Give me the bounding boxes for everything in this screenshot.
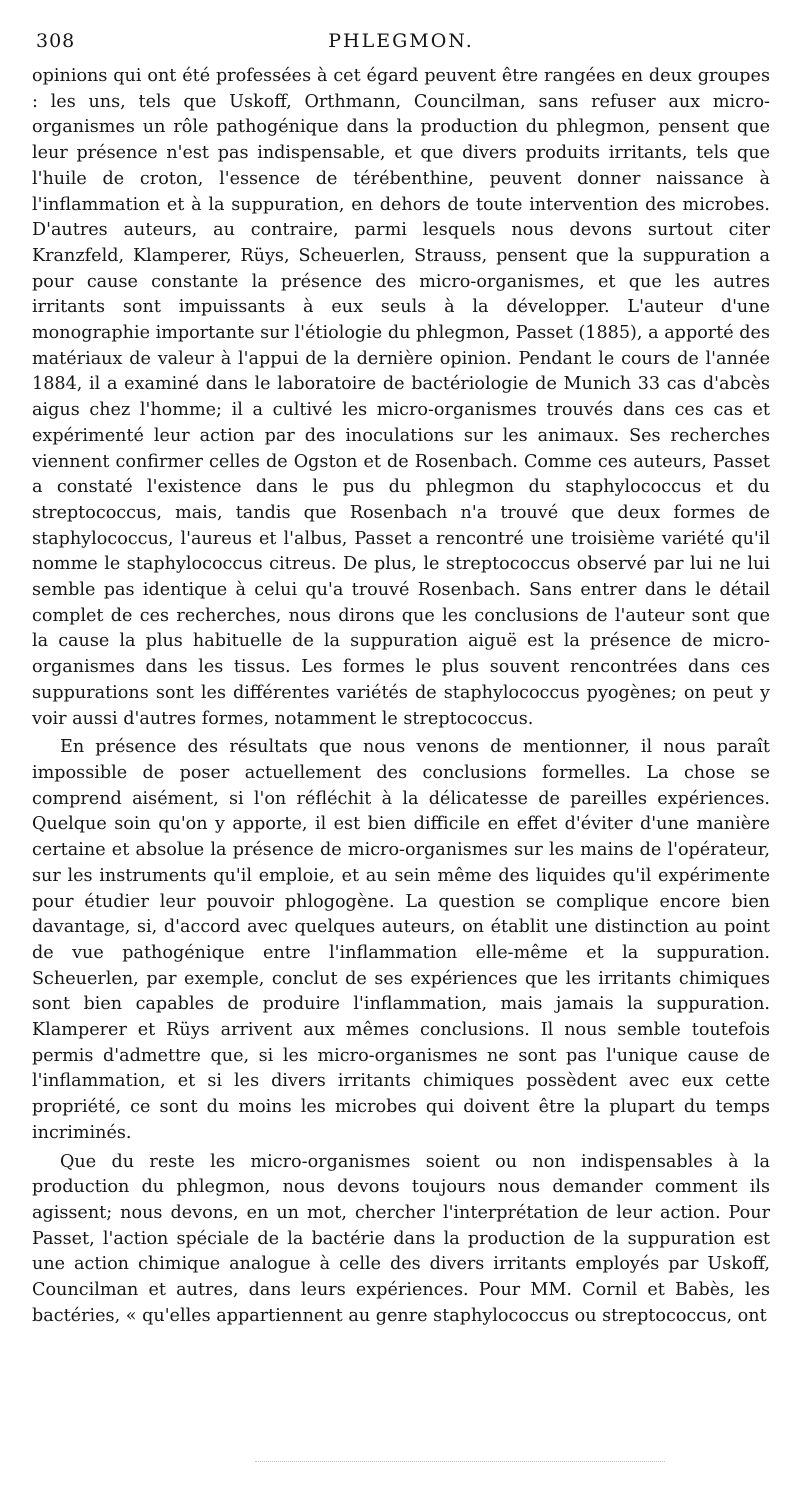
text-body xyxy=(32,64,770,1329)
running-head xyxy=(32,28,770,58)
scan-artifact-divider xyxy=(255,1461,665,1466)
book-page xyxy=(32,28,770,1329)
running-title: PHLEGMON. xyxy=(328,30,474,52)
paragraph: En présence des résultats que nous venons de mentionner, il nous paraît impossible de poser actuellement des conclusions formelles. La chose se comprend aisément, si l'on réfléchit à la délicatesse de pareilles expériences. Quelque soin qu'on y apporte, il est bien difficile en effet d'éviter d'une manière certaine et absolue la présence de micro-organismes sur les mains de l'opérateur, sur les instruments qu'il emploie, et au sein même des liquides qu'il expérimente pour étudier leur pouvoir phlogogène. La question se complique encore bien davantage, si, d'accord avec quelques auteurs, on établit une distinction au point de vue pathogénique entre l'inflammation elle-même et la suppuration. Scheuerlen, par exemple, conclut de ses expériences que les irritants chimiques sont bien capables de produire l'inflammation, mais jamais la suppuration. Klamperer et Rüys arrivent aux mêmes conclusions. Il nous semble toutefois permis d'admettre que, si les micro-organismes ne sont pas l'unique cause de l'inflammation, et si les divers irritants chimiques possèdent avec eux cette propriété, ce sont du moins les microbes qui doivent être la plupart du temps incriminés. xyxy=(32,737,770,1143)
paragraph: Que du reste les micro-organismes soient ou non indispensables à la production du phlegmon, nous devons toujours nous demander comment ils agissent; nous devons, en un mot, chercher l'interprétation de leur action. Pour Passet, l'action spéciale de la bactérie dans la production de la suppuration est une action chimique analogue à celle des divers irritants employés par Uskoff, Councilman et autres, dans leurs expériences. Pour MM. Cornil et Babès, les bactéries, « qu'elles appartiennent au genre staphylococcus ou streptococcus, ont xyxy=(32,1151,770,1326)
paragraph-continued: opinions qui ont été professées à cet égard peuvent être rangées en deux groupes : les uns, tels que Uskoff, Orthmann, Councilman, sans refuser aux micro-organismes un rôle pathogénique dans la production du phlegmon, pensent que leur présence n'est pas indispensable, et que divers produits irritants, tels que l'huile de croton, l'essence de térébenthine, peuvent donner naissance à l'inflammation et à la suppuration, en dehors de toute intervention des microbes. D'autres auteurs, au contraire, parmi lesquels nous devons surtout citer Kranzfeld, Klamperer, Rüys, Scheuerlen, Strauss, pensent que la suppuration a pour cause constante la présence des micro-organismes, et que les autres irritants sont impuissants à eux seuls à la développer. L'auteur d'une monographie importante sur l'étiologie du phlegmon, Passet (1885), a apporté des matériaux de valeur à l'appui de la dernière opinion. Pendant le cours de l'année 1884, il a examiné dans le laboratoire de bactériologie de Munich 33 cas d'abcès aigus chez l'homme; il a cultivé les micro-organismes trouvés dans ces cas et expérimenté leur action par des inoculations sur les animaux. Ses recherches viennent confirmer celles de Ogston et de Rosenbach. Comme ces auteurs, Passet a constaté l'existence dans le pus du phlegmon du staphylococcus et du streptococcus, mais, tandis que Rosenbach n'a trouvé que deux formes de staphylococcus, l'aureus et l'albus, Passet a rencontré une troisième variété qu'il nomme le staphylococcus citreus. De plus, le streptococcus observé par lui ne lui semble pas identique à celui qu'a trouvé Rosenbach. Sans entrer dans le détail complet de ces recherches, nous dirons que les conclusions de l'auteur sont que la cause la plus habituelle de la suppuration aiguë est la présence de micro-organismes dans les tissus. Les formes le plus souvent rencontrées dans ces suppurations sont les différentes variétés de staphylococcus pyogènes; on peut y voir aussi d'autres formes, notamment le streptococcus. xyxy=(32,66,770,729)
page-number: 308 xyxy=(36,30,76,52)
